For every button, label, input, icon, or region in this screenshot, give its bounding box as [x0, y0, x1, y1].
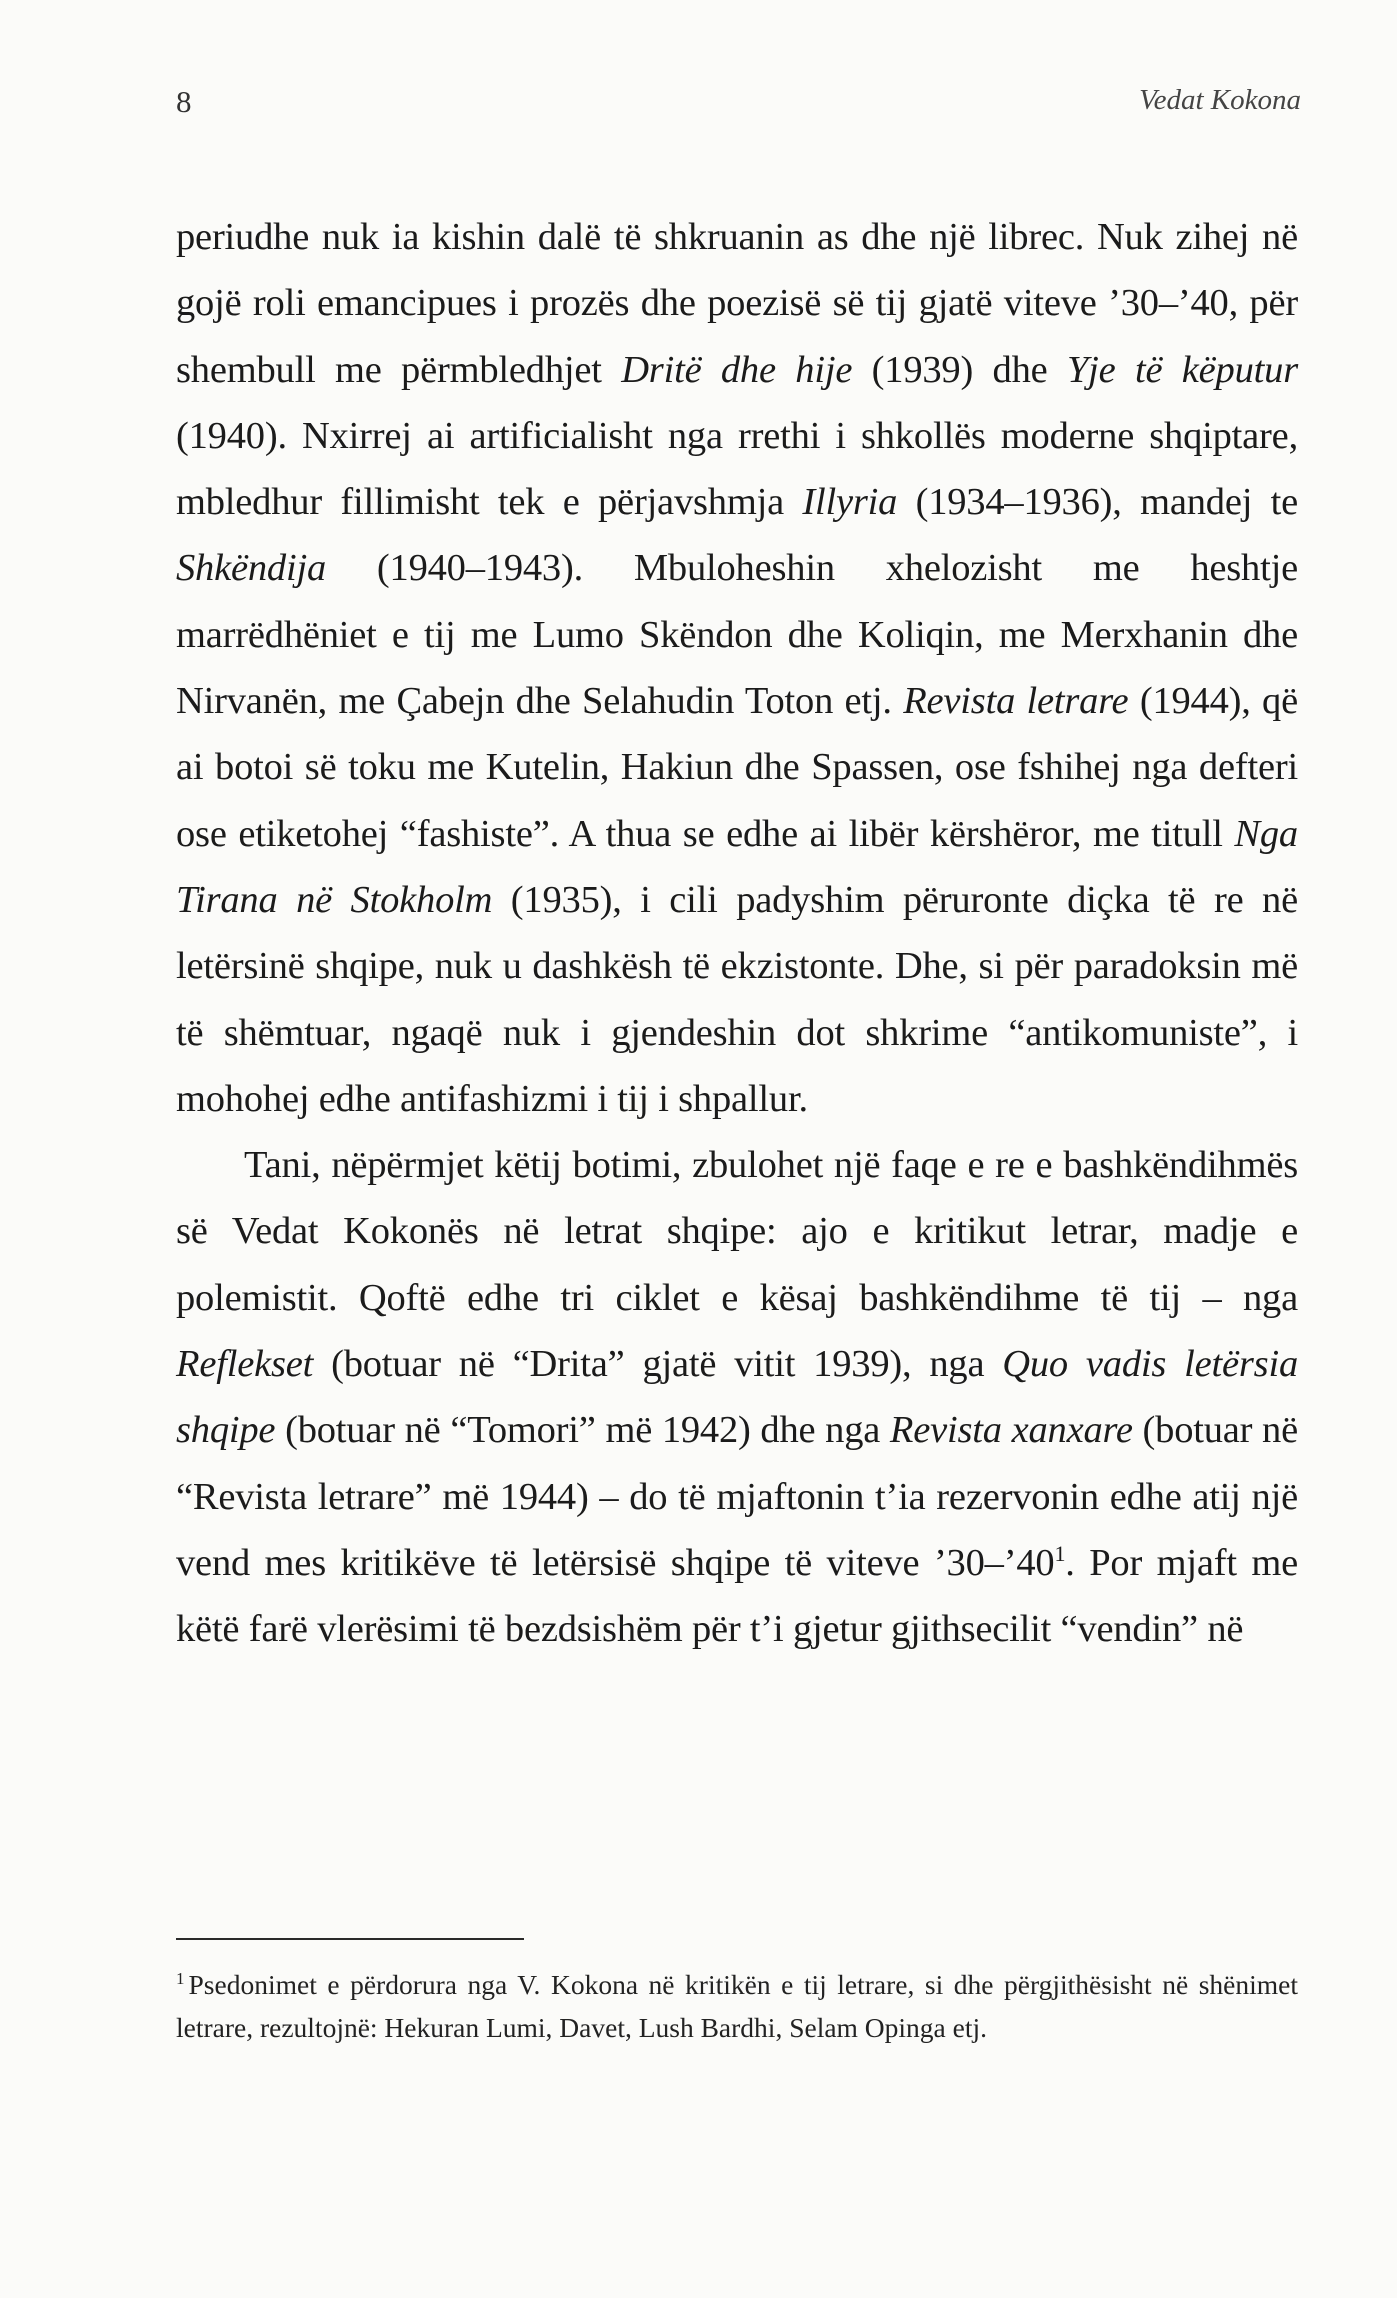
book-title: Yje të këputur: [1066, 348, 1298, 391]
periodical-title: Illyria: [802, 481, 898, 524]
text-run: (1935), i cili padyshim përuronte diçka të re në letërsinë shqipe, nuk u dashkësh të ekzistonte. Dhe, si për paradoksin më të shëmtuar, ngaqë nuk i gjendeshin dot shkrime “antikomuniste”, i mohohej edhe antifashizmi i tij i shpallur.: [176, 878, 1298, 1120]
page-header: [176, 84, 1301, 124]
running-title: Vedat Kokona: [1139, 84, 1301, 116]
series-title: Quo vadis letërsia shqipe: [176, 1343, 1298, 1452]
text-run: (botuar në “Drita” gjatë vitit 1939), nga: [313, 1343, 1003, 1386]
text-run: (1934–1936), mandej te: [897, 481, 1298, 524]
text-run: periudhe nuk ia kishin dalë të shkruanin as dhe një librec. Nuk zihej në gojë roli emancipues i prozës dhe poezisë së tij gjatë viteve ’30–’40, për shembull me përmbledhjet: [176, 216, 1298, 391]
text-run: (1940). Nxirrej ai artificialisht nga rrethi i shkollës moderne shqiptare, mbledhur fillimisht tek e përjavshmja: [176, 414, 1298, 524]
text-run: (1940–1943). Mbuloheshin xhelozisht me heshtje marrëdhëniet e tij me Lumo Skëndon dhe Koliqin, me Merxhanin dhe Nirvanën, me Çabejn dhe Selahudin Toton etj.: [176, 547, 1298, 723]
page-number: 8: [176, 84, 192, 119]
body-text: [176, 204, 1298, 1663]
text-run: (botuar në “Tomori” më 1942) dhe nga: [275, 1409, 890, 1452]
text-run: (1944), që ai botoi së toku me Kutelin, Hakiun dhe Spassen, ose fshihej nga defteri ose etiketohej “fashiste”. A thua se edhe ai libër kërshëror, me titull: [176, 680, 1298, 855]
text-run: (botuar në “Revista letrare” më 1944) – do të mjaftonin t’ia rezervonin edhe atij një vend mes kritikëve të letërsisë shqipe të viteve ’30–’40: [176, 1409, 1298, 1584]
book-title: Nga Tirana në Stokholm: [176, 812, 1298, 921]
text-run: (1939) dhe: [852, 348, 1067, 391]
periodical-title: Shkëndija: [176, 547, 327, 590]
footnote-divider: [176, 1938, 524, 1940]
series-title: Revista xanxare: [889, 1409, 1133, 1452]
text-run: . Por mjaft me këtë farë vlerësimi të bezdsishëm për t’i gjetur gjithsecilit “vendin” në: [176, 1541, 1298, 1651]
paragraph-1: [176, 204, 1298, 1132]
periodical-title: Revista letrare: [903, 680, 1129, 723]
footnote-reference[interactable]: 1: [1054, 1541, 1066, 1567]
text-run: Tani, nëpërmjet këtij botimi, zbulohet një faqe e re e bashkëndihmës së Vedat Kokonës në letrat shqipe: ajo e kritikut letrar, madje e polemistit. Qoftë edhe tri ciklet e kësaj bashkëndihme të tij – nga: [176, 1144, 1298, 1319]
series-title: Reflekset: [176, 1343, 314, 1386]
paragraph-2: [176, 1132, 1298, 1662]
footnote-text: Psedonimet e përdorura nga V. Kokona në kritikën e tij letrare, si dhe përgjithësisht në shënimet letrare, rezultojnë: Hekuran Lumi, Davet, Lush Bardhi, Selam Opinga etj.: [176, 1969, 1298, 2043]
footnote: [176, 1963, 1298, 2049]
footnote-number: 1: [176, 1968, 185, 1988]
book-title: Dritë dhe hije: [621, 348, 853, 391]
